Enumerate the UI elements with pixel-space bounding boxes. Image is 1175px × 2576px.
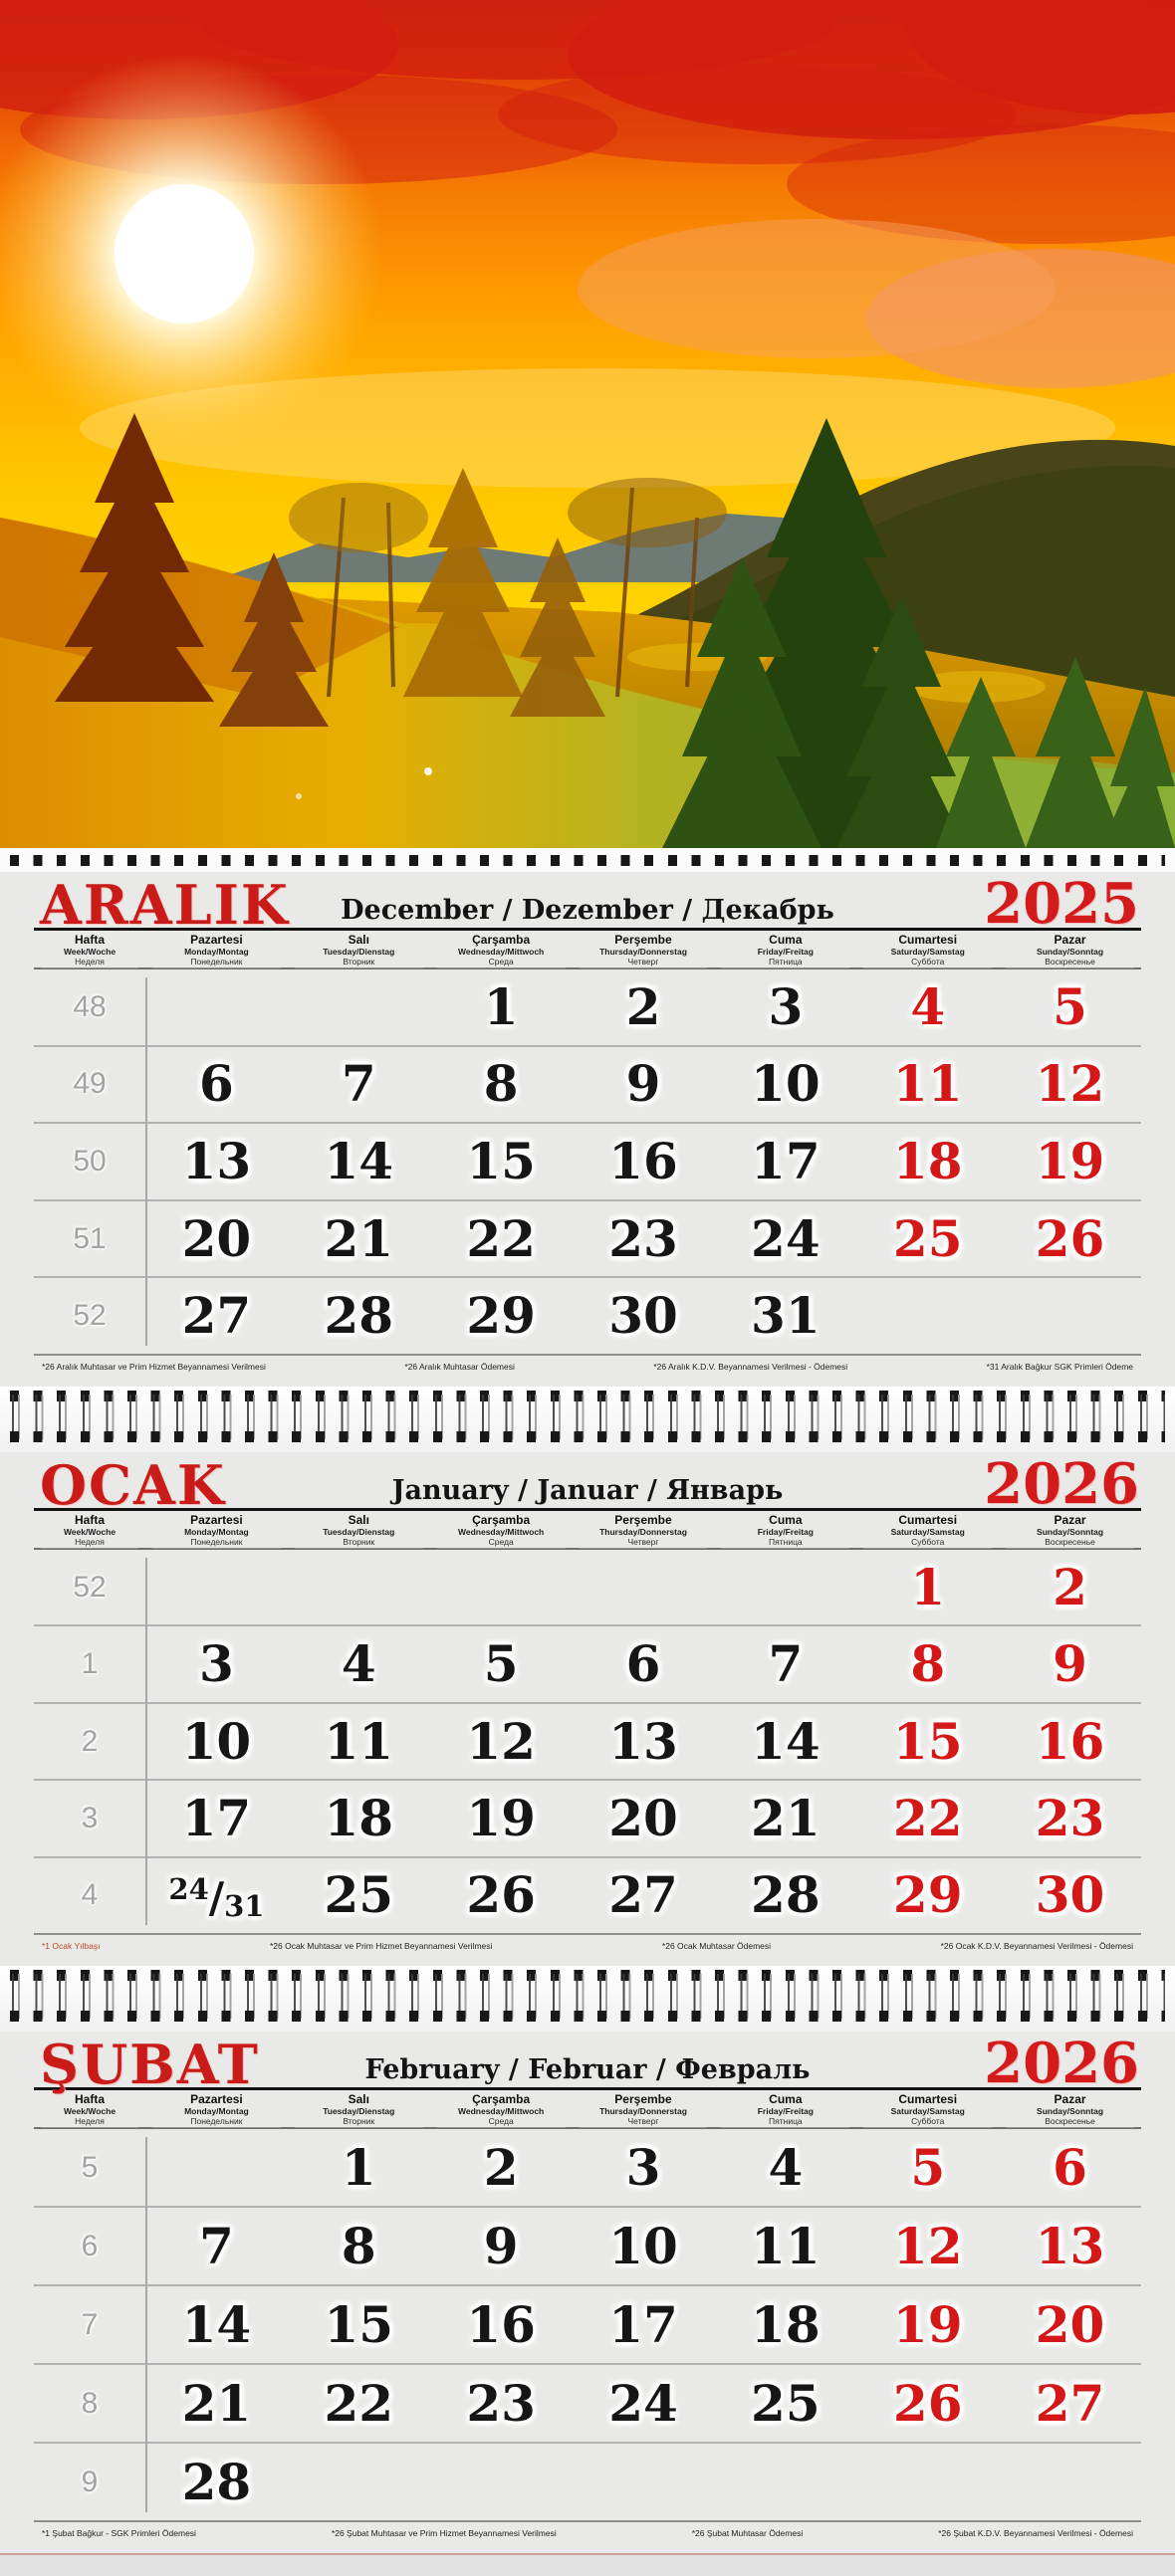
weekday-header-cell xyxy=(573,2093,715,2128)
date-cell: 3 xyxy=(768,976,804,1036)
week-row xyxy=(34,2206,1141,2284)
week-row xyxy=(34,1702,1141,1779)
weekday-label: Понедельник xyxy=(190,1536,243,1547)
week-number: 49 xyxy=(73,1067,107,1101)
date-cell: 18 xyxy=(892,1131,963,1190)
date-cell: 30 xyxy=(1035,1865,1105,1925)
week-row xyxy=(34,2129,1141,2206)
weekday-header-cell xyxy=(714,934,856,968)
date-cell: 9 xyxy=(1053,1634,1087,1694)
weekday-label: Friday/Freitag xyxy=(757,2105,814,2116)
weekday-header-cell xyxy=(145,2093,288,2128)
weekday-label: Tuesday/Dienstag xyxy=(323,2105,395,2116)
weekday-label: Вторник xyxy=(343,1536,375,1547)
week-number: 52 xyxy=(73,1299,107,1333)
weekday-header-cell xyxy=(288,2093,430,2128)
week-number: 48 xyxy=(73,989,107,1023)
month-title: ARALIK xyxy=(40,873,290,937)
weekday-header-cell xyxy=(856,1514,999,1549)
weekday-label: Sunday/Sonntag xyxy=(1037,1526,1104,1537)
weekday-label: Pazar xyxy=(1054,2092,1086,2106)
weekday-header-cell xyxy=(430,934,573,968)
weekday-label: Monday/Montag xyxy=(184,946,249,957)
weekday-header-cell xyxy=(34,1514,145,1549)
weekday-label: Среда xyxy=(488,956,514,966)
weekday-label: Пятница xyxy=(769,2115,803,2126)
weekday-header-cell xyxy=(573,934,715,968)
week-number: 3 xyxy=(81,1801,99,1834)
weekday-label: Thursday/Donnerstag xyxy=(599,946,687,957)
date-cell: 29 xyxy=(466,1286,536,1346)
date-cell: 16 xyxy=(1035,1711,1105,1771)
sheet-bottom-edge xyxy=(0,2553,1175,2576)
weekday-header-cell xyxy=(145,1514,288,1549)
weekday-header-cell xyxy=(34,934,145,968)
weekday-label: Pazartesi xyxy=(190,2092,243,2106)
weekday-header-cell xyxy=(856,934,999,968)
weekday-label: Sunday/Sonntag xyxy=(1037,2105,1104,2116)
month-title: ŞUBAT xyxy=(40,2033,260,2096)
sunset-landscape-illustration xyxy=(0,0,1175,848)
week-number: 8 xyxy=(81,2386,99,2420)
date-cell: 1 xyxy=(341,2137,376,2197)
date-cell: 1 xyxy=(483,976,519,1036)
date-cell: 2 xyxy=(483,2137,519,2197)
weekday-label: Cuma xyxy=(769,933,803,947)
weekday-label: Cuma xyxy=(769,1513,803,1527)
date-cell: 12 xyxy=(466,1711,536,1771)
weekday-label: Cumartesi xyxy=(898,2092,958,2106)
date-cell: 17 xyxy=(181,1788,252,1847)
weekday-label: Неделя xyxy=(75,2115,105,2126)
calendar-panel-january xyxy=(0,1452,1175,1966)
date-cell: 19 xyxy=(466,1788,536,1847)
weekday-label: Четверг xyxy=(627,1536,659,1547)
footnotes-row xyxy=(34,2520,1141,2553)
weekday-label: Hafta xyxy=(74,2092,105,2106)
week-number: 4 xyxy=(81,1878,99,1912)
date-cell: 6 xyxy=(625,1634,661,1694)
week-row xyxy=(34,969,1141,1045)
date-cell: 5 xyxy=(1053,976,1087,1036)
weekday-label: Çarşamba xyxy=(472,2092,531,2106)
weekday-label: Hafta xyxy=(74,1513,105,1527)
date-cell: 7 xyxy=(341,1054,376,1114)
date-cell: 9 xyxy=(625,1054,661,1114)
weekday-label: Воскресенье xyxy=(1045,956,1095,966)
date-cell: 8 xyxy=(341,2216,376,2275)
week-number: 51 xyxy=(73,1221,107,1255)
date-cell xyxy=(145,1870,288,1921)
date-cell: 4 xyxy=(768,2137,804,2197)
weekday-label: Perşembe xyxy=(614,1513,672,1527)
date-cell: 29 xyxy=(892,1865,963,1925)
weekday-label: Четверг xyxy=(627,956,659,966)
date-cell: 10 xyxy=(751,1054,821,1114)
weekday-label: Sunday/Sonntag xyxy=(1037,946,1104,957)
date-cell: 9 xyxy=(483,2216,519,2275)
date-cell: 22 xyxy=(466,1208,536,1268)
weekday-header-cell xyxy=(714,2093,856,2128)
date-cell: 24 xyxy=(608,2373,678,2433)
week-number: 5 xyxy=(81,2150,99,2184)
weekday-label: Суббота xyxy=(911,956,945,966)
footnotes-row xyxy=(34,1354,1141,1387)
month-year: 2025 xyxy=(984,871,1139,937)
week-row xyxy=(34,1122,1141,1199)
weekday-label: Воскресенье xyxy=(1045,1536,1095,1547)
footnotes-row xyxy=(34,1933,1141,1966)
weekday-label: Суббота xyxy=(911,2115,945,2126)
footnote: *26 Ocak K.D.V. Beyannamesi Verilmesi - Ödemesi xyxy=(940,1941,1133,1951)
spiral-binding-top xyxy=(0,848,1175,872)
weekday-label: Cumartesi xyxy=(898,933,958,947)
panel-header xyxy=(34,871,1141,937)
weekday-label: Monday/Montag xyxy=(184,2105,249,2116)
footnote: *26 Ocak Muhtasar ve Prim Hizmet Beyannamesi Verilmesi xyxy=(269,1941,493,1951)
binding-holes xyxy=(10,855,1165,866)
footnote: *26 Aralık K.D.V. Beyannamesi Verilmesi - Ödemesi xyxy=(653,1362,848,1372)
date-cell: 26 xyxy=(1035,1208,1105,1268)
date-cell: 2 xyxy=(1053,1557,1087,1616)
weekday-label: Çarşamba xyxy=(472,1513,531,1527)
week-row xyxy=(34,1199,1141,1277)
binding-holes xyxy=(10,2011,1165,2022)
weekday-label: Понедельник xyxy=(190,956,243,966)
date-cell: 15 xyxy=(466,1131,536,1190)
date-cell: 24 xyxy=(751,1208,821,1268)
date-cell: 13 xyxy=(181,1131,252,1190)
weekday-header-cell xyxy=(999,934,1141,968)
date-cell: 17 xyxy=(751,1131,821,1190)
week-row xyxy=(34,2363,1141,2442)
footnote: *26 Aralık Muhtasar Ödemesi xyxy=(404,1362,515,1372)
panel-header xyxy=(34,1451,1141,1517)
weekday-label: Perşembe xyxy=(614,2092,672,2106)
date-cell: 27 xyxy=(181,1286,252,1346)
date-cell: 12 xyxy=(1035,1054,1105,1114)
week-row xyxy=(34,2284,1141,2363)
week-row xyxy=(34,1276,1141,1354)
date-cell: 8 xyxy=(910,1634,946,1694)
date-cell: 19 xyxy=(1035,1131,1105,1190)
spiral-binding-middle-1 xyxy=(0,1387,1175,1452)
date-cell: 4 xyxy=(341,1634,376,1694)
date-cell: 15 xyxy=(324,2294,394,2354)
week-row xyxy=(34,1045,1141,1123)
weekday-label: Пятница xyxy=(769,956,803,966)
weekday-header-cell xyxy=(288,1514,430,1549)
date-upper: 24 xyxy=(168,1871,209,1906)
date-cell: 3 xyxy=(199,1634,234,1694)
weekday-label: Pazar xyxy=(1054,1513,1086,1527)
date-cell: 20 xyxy=(608,1788,678,1847)
week-number: 2 xyxy=(81,1724,99,1758)
weekday-label: Вторник xyxy=(343,2115,375,2126)
weekday-label: Salı xyxy=(348,2092,369,2106)
date-cell: 23 xyxy=(608,1208,678,1268)
week-number: 7 xyxy=(81,2307,99,2341)
date-cell: 15 xyxy=(892,1711,963,1771)
date-cell: 18 xyxy=(751,2294,821,2354)
weekday-label: Hafta xyxy=(74,933,105,947)
weekday-label: Суббота xyxy=(911,1536,945,1547)
weekday-label: Week/Woche xyxy=(63,1526,117,1537)
date-slash: / xyxy=(208,1872,225,1922)
date-cell: 26 xyxy=(466,1865,536,1925)
weekday-label: Воскресенье xyxy=(1045,2115,1095,2126)
weekday-label: Friday/Freitag xyxy=(757,946,814,957)
date-cell: 6 xyxy=(1053,2137,1087,2197)
weekday-label: Saturday/Samstag xyxy=(890,946,965,957)
date-cell: 17 xyxy=(608,2294,678,2354)
spiral-binding-middle-2 xyxy=(0,1966,1175,2032)
weekday-header-cell xyxy=(145,934,288,968)
weekday-header-cell xyxy=(714,1514,856,1549)
weekday-label: Saturday/Samstag xyxy=(890,1526,965,1537)
date-cell: 25 xyxy=(751,2373,821,2433)
footnote: *31 Aralık Bağkur SGK Primleri Ödeme xyxy=(986,1362,1133,1372)
date-cell: 26 xyxy=(892,2373,963,2433)
footnote: *26 Şubat K.D.V. Beyannamesi Verilmesi - Ödemesi xyxy=(938,2528,1133,2538)
week-row xyxy=(34,2442,1141,2520)
month-subtitle: January / Januar / Январь xyxy=(391,1475,784,1506)
footnote: *26 Şubat Muhtasar Ödemesi xyxy=(691,2528,804,2538)
weekday-label: Monday/Montag xyxy=(184,1526,249,1537)
date-grid xyxy=(34,969,1141,1354)
weekday-label: Wednesday/Mittwoch xyxy=(457,946,545,957)
month-subtitle: February / Februar / Февраль xyxy=(364,2054,811,2085)
weekday-label: Salı xyxy=(348,933,369,947)
footnote: *26 Ocak Muhtasar Ödemesi xyxy=(661,1941,772,1951)
week-number: 52 xyxy=(73,1570,107,1604)
date-cell: 27 xyxy=(1035,2373,1105,2433)
footnote: *1 Ocak Yılbaşı xyxy=(42,1941,101,1951)
weekday-label: Неделя xyxy=(75,1536,105,1547)
weekday-label: Week/Woche xyxy=(63,2105,117,2116)
weekday-header-cell xyxy=(999,2093,1141,2128)
month-year: 2026 xyxy=(984,2031,1139,2096)
calendar-panel-february xyxy=(0,2032,1175,2553)
weekday-label: Wednesday/Mittwoch xyxy=(457,2105,545,2116)
weekday-header-cell xyxy=(430,1514,573,1549)
date-cell: 14 xyxy=(751,1711,821,1771)
date-cell: 21 xyxy=(181,2373,252,2433)
date-cell: 14 xyxy=(181,2294,252,2354)
week-number: 1 xyxy=(81,1647,99,1681)
weekday-label: Пятница xyxy=(769,1536,803,1547)
footnote: *26 Aralık Muhtasar ve Prim Hizmet Beyannamesi Verilmesi xyxy=(42,1362,266,1372)
weekday-header-cell xyxy=(573,1514,715,1549)
panel-header xyxy=(34,2031,1141,2096)
date-cell: 27 xyxy=(608,1865,678,1925)
date-cell: 20 xyxy=(181,1208,252,1268)
weekday-label: Среда xyxy=(488,1536,514,1547)
weekday-label: Week/Woche xyxy=(63,946,117,957)
date-cell: 14 xyxy=(324,1131,394,1190)
weekday-header-cell xyxy=(856,2093,999,2128)
weekday-label: Çarşamba xyxy=(472,933,531,947)
weekday-header-cell xyxy=(999,1514,1141,1549)
weekday-header-cell xyxy=(288,934,430,968)
date-cell: 21 xyxy=(324,1208,394,1268)
date-cell: 6 xyxy=(199,1054,234,1114)
date-cell: 8 xyxy=(483,1054,519,1114)
month-title: OCAK xyxy=(40,1453,226,1517)
week-row xyxy=(34,1856,1141,1933)
month-subtitle: December / Dezember / Декабрь xyxy=(341,895,834,926)
cover-photo xyxy=(0,0,1175,848)
date-cell: 28 xyxy=(751,1865,821,1925)
date-cell: 11 xyxy=(751,2216,821,2275)
weekday-label: Salı xyxy=(348,1513,369,1527)
date-cell: 30 xyxy=(608,1286,678,1346)
weekday-label: Thursday/Donnerstag xyxy=(599,1526,687,1537)
date-cell: 4 xyxy=(910,976,946,1036)
weekday-label: Cumartesi xyxy=(898,1513,958,1527)
weekday-label: Неделя xyxy=(75,956,105,966)
date-cell: 23 xyxy=(466,2373,536,2433)
date-cell: 22 xyxy=(324,2373,394,2433)
date-cell: 22 xyxy=(892,1788,963,1847)
weekday-label: Tuesday/Dienstag xyxy=(323,946,395,957)
date-cell: 10 xyxy=(608,2216,678,2275)
footnote: *26 Şubat Muhtasar ve Prim Hizmet Beyannamesi Verilmesi xyxy=(331,2528,557,2538)
date-cell: 1 xyxy=(910,1557,946,1616)
weekday-label: Wednesday/Mittwoch xyxy=(457,1526,545,1537)
date-cell: 7 xyxy=(768,1634,804,1694)
weekday-label: Saturday/Samstag xyxy=(890,2105,965,2116)
date-cell: 16 xyxy=(608,1131,678,1190)
date-cell: 25 xyxy=(324,1865,394,1925)
weekday-label: Friday/Freitag xyxy=(757,1526,814,1537)
date-cell: 10 xyxy=(181,1711,252,1771)
weekday-label: Среда xyxy=(488,2115,514,2126)
weekday-label: Понедельник xyxy=(190,2115,243,2126)
week-row xyxy=(34,1624,1141,1701)
date-cell: 11 xyxy=(892,1054,963,1114)
week-number: 6 xyxy=(81,2229,99,2262)
weekday-label: Pazartesi xyxy=(190,1513,243,1527)
weekday-header-cell xyxy=(430,2093,573,2128)
weekday-label: Четверг xyxy=(627,2115,659,2126)
date-cell: 19 xyxy=(892,2294,963,2354)
calendar-panel-december xyxy=(0,872,1175,1387)
date-cell: 13 xyxy=(608,1711,678,1771)
binding-holes xyxy=(10,1431,1165,1442)
date-cell: 23 xyxy=(1035,1788,1105,1847)
date-cell: 12 xyxy=(892,2216,963,2275)
date-cell: 2 xyxy=(625,976,661,1036)
week-row xyxy=(34,1779,1141,1855)
week-row xyxy=(34,1550,1141,1624)
weekday-label: Thursday/Donnerstag xyxy=(599,2105,687,2116)
date-cell: 25 xyxy=(892,1208,963,1268)
weekday-label: Pazartesi xyxy=(190,933,243,947)
date-cell: 31 xyxy=(751,1286,821,1346)
date-grid xyxy=(34,2129,1141,2520)
date-cell: 5 xyxy=(483,1634,519,1694)
week-number: 9 xyxy=(81,2465,99,2498)
date-cell: 7 xyxy=(199,2216,234,2275)
date-cell: 3 xyxy=(625,2137,661,2197)
date-grid xyxy=(34,1550,1141,1933)
week-number: 50 xyxy=(73,1144,107,1178)
date-cell: 21 xyxy=(751,1788,821,1847)
date-cell: 18 xyxy=(324,1788,394,1847)
date-lower: 31 xyxy=(224,1888,265,1923)
date-cell: 16 xyxy=(466,2294,536,2354)
weekday-header-cell xyxy=(34,2093,145,2128)
weekday-label: Cuma xyxy=(769,2092,803,2106)
date-cell: 11 xyxy=(324,1711,394,1771)
date-cell: 28 xyxy=(324,1286,394,1346)
weekday-label: Perşembe xyxy=(614,933,672,947)
date-cell: 5 xyxy=(910,2137,946,2197)
weekday-label: Вторник xyxy=(343,956,375,966)
footnote: *1 Şubat Bağkur - SGK Primleri Ödemesi xyxy=(42,2528,196,2538)
weekday-label: Tuesday/Dienstag xyxy=(323,1526,395,1537)
date-cell: 20 xyxy=(1035,2294,1105,2354)
date-cell: 28 xyxy=(181,2452,252,2511)
weekday-label: Pazar xyxy=(1054,933,1086,947)
date-cell: 13 xyxy=(1035,2216,1105,2275)
month-year: 2026 xyxy=(984,1451,1139,1517)
